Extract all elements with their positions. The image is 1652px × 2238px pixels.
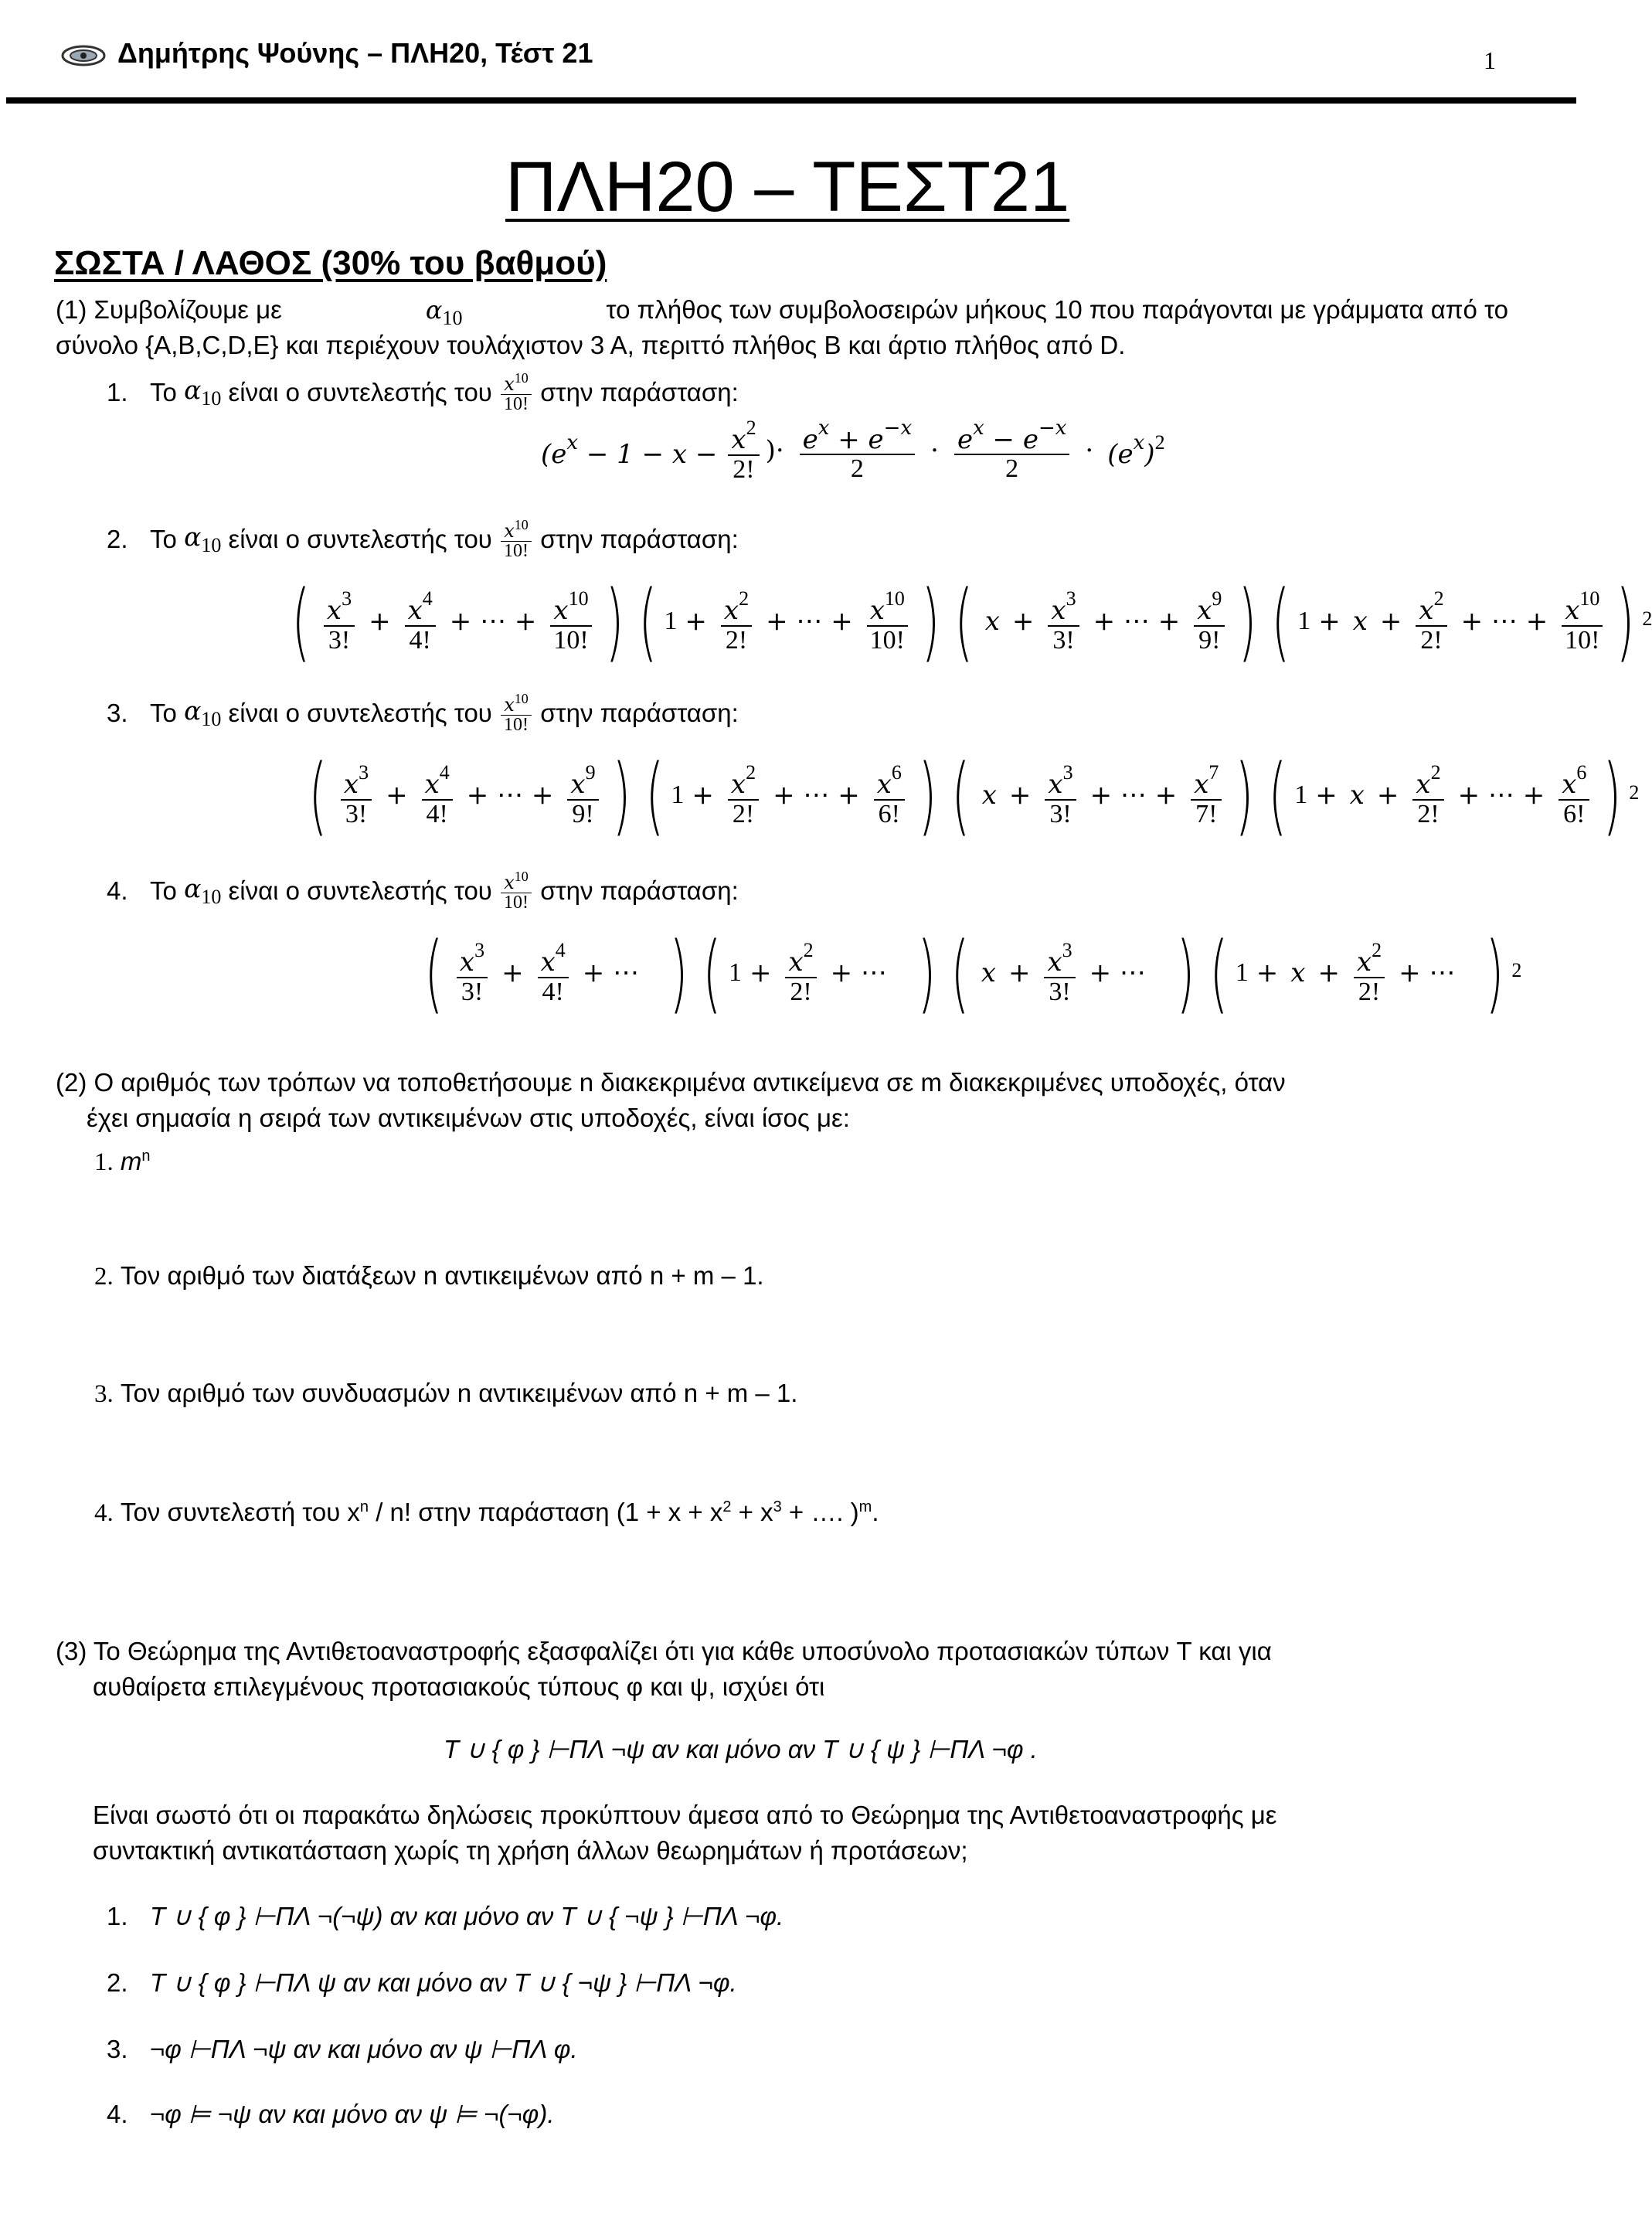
- q3-item-4: 4. ¬φ ⊨ ¬ψ αν και μόνο αν ψ ⊨ ¬(¬φ).: [107, 2100, 555, 2128]
- q3-item-2: 2. T ∪ { φ } ⊢ΠΛ ψ αν και μόνο αν T ∪ { ¬ψ } ⊢ΠΛ ¬φ.: [107, 1968, 737, 1997]
- q3-line2: αυθαίρετα επιλεγμένους προτασιακούς τύπους φ και ψ, ισχύει ότι: [93, 1672, 825, 1701]
- q1-item-3-stem: 3. Το $\alpha_{10}$ είναι ο συντελεστής του $\frac{x^{10}}{10!}$ στην παράσταση:: [107, 691, 739, 736]
- q1-intro-b: το πλήθος των συμβολοσειρών μήκους 10 που παράγονται με γράμματα από το: [606, 295, 1508, 324]
- header-author: Δημήτρης Ψούνης – ΠΛΗ20, Τέστ 21: [117, 37, 593, 69]
- section-heading: ΣΩΣΤΑ / ΛΑΘΟΣ (30% του βαθμού): [54, 244, 607, 282]
- q1-item-2-stem: 2. Το $\alpha_{10}$ είναι ο συντελεστής του $\frac{x^{10}}{10!}$ στην παράσταση:: [107, 517, 739, 562]
- q3-item-1: 1. T ∪ { φ } ⊢ΠΛ ¬(¬ψ) αν και μόνο αν T ∪ { ¬ψ } ⊢ΠΛ ¬φ.: [107, 1902, 784, 1930]
- q2-item-4: 4. Τον συντελεστή του $x^n$ / n! στην παράσταση ($1 + x + x^2 + x^3$ + …. )$^m$.: [94, 1498, 879, 1527]
- q2-item-3: 3. Τον αριθμό των συνδυασμών n αντικειμένων από n + m – 1.: [94, 1379, 798, 1408]
- q1-expression-4: ( $\frac{x^3}{3!}$ + $\frac{x^4}{4!}$ + ⋯ ) ( 1 + $\frac{x^2}{2!}$ + ⋯ ) ( x + $\frac{x^3}{3!}$ + ⋯ ) ( 1 + x + $\frac{x^2}{2!}$ + ⋯ ) 2: [424, 923, 1522, 1022]
- q2-item-2: 2. Τον αριθμό των διατάξεων n αντικειμένων από n + m – 1.: [94, 1261, 764, 1291]
- q2-item-1: 1. $m^n$: [94, 1147, 151, 1176]
- eye-logo-icon: [60, 40, 107, 71]
- q1-expression-1: ($e^x - 1 - x$ − $\frac{x^2}{2!}$ )· $\frac{e^x + e^{-x}}{2}$ · $\frac{e^x - e^{-x}}{2}$ · $(e^x)^2$: [541, 416, 1165, 484]
- q1-item-4-stem: 4. Το $\alpha_{10}$ είναι ο συντελεστής του $\frac{x^{10}}{10!}$ στην παράσταση:: [107, 869, 739, 913]
- header-rule: [6, 97, 1576, 104]
- q3-question-line2: συντακτική αντικατάσταση χωρίς τη χρήση άλλων θεωρημάτων ή προτάσεων;: [93, 1836, 968, 1865]
- page-number: 1: [1484, 46, 1496, 74]
- header-logo: [60, 40, 107, 71]
- q1-expression-3: ( $\frac{x^3}{3!}$ + $\frac{x^4}{4!}$ + ⋯ + $\frac{x^9}{9!}$ ) ( 1 + $\frac{x^2}{2!}$ + ⋯ + $\frac{x^6}{6!}$ ) ( x + $\frac{x^3}{3!}$ + ⋯ + $\frac{x^7}{7!}$ ) ( 1 + x + $\frac{x^2}{2!}$ + ⋯ + $\frac{x^6}{6!}$ ) 2: [308, 746, 1640, 845]
- q3-centered-statement: T ∪ { φ } ⊢ΠΛ ¬ψ αν και μόνο αν T ∪ { ψ } ⊢ΠΛ ¬φ .: [444, 1735, 1038, 1764]
- q1-intro-line2: σύνολο {A,B,C,D,E} και περιέχουν τουλάχιστον 3 Α, περιττό πλήθος Β και άρτιο πλήθος από D.: [56, 331, 1126, 359]
- page-title: ΠΛΗ20 – ΤΕΣΤ21: [505, 148, 1070, 226]
- q2-line1: (2) Ο αριθμός των τρόπων να τοποθετήσουμε n διακεκριμένα αντικείμενα σε m διακεκριμένες υποδοχές, όταν: [56, 1068, 1286, 1097]
- q3-line1: (3) Το Θεώρημα της Αντιθετοαναστροφής εξασφαλίζει ότι για κάθε υποσύνολο προτασιακών τύπων T και για: [56, 1637, 1272, 1665]
- q1-intro-a: (1) Συμβολίζουμε με: [56, 295, 282, 324]
- q1-intro-line1: [56, 295, 1508, 330]
- alpha10: $\alpha_{10}$: [425, 295, 463, 329]
- q1-item-1-stem: 1. Το $\alpha_{10}$ είναι ο συντελεστής του $\frac{x^{10}}{10!}$ στην παράσταση:: [107, 370, 739, 415]
- q3-item-3: 3. ¬φ ⊢ΠΛ ¬ψ αν και μόνο αν ψ ⊢ΠΛ φ.: [107, 2035, 578, 2063]
- q2-line2: έχει σημασία η σειρά των αντικειμένων στις υποδοχές, είναι ίσος με:: [87, 1104, 850, 1132]
- q1-expression-2: ( $\frac{x^3}{3!}$ + $\frac{x^4}{4!}$ + ⋯ + $\frac{x^{10}}{10!}$ ) ( 1 + $\frac{x^2}{2!}$ + ⋯ + $\frac{x^{10}}{10!}$ ) ( x + $\frac{x^3}{3!}$ + ⋯ + $\frac{x^9}{9!}$ ) ( 1 + x + $\frac{x^2}{2!}$ + ⋯ + $\frac{x^{10}}{10!}$ ) 2: [291, 572, 1652, 671]
- q3-question-line1: Είναι σωστό ότι οι παρακάτω δηλώσεις προκύπτουν άμεσα από το Θεώρημα της Αντιθετοαναστροφής με: [93, 1801, 1277, 1829]
